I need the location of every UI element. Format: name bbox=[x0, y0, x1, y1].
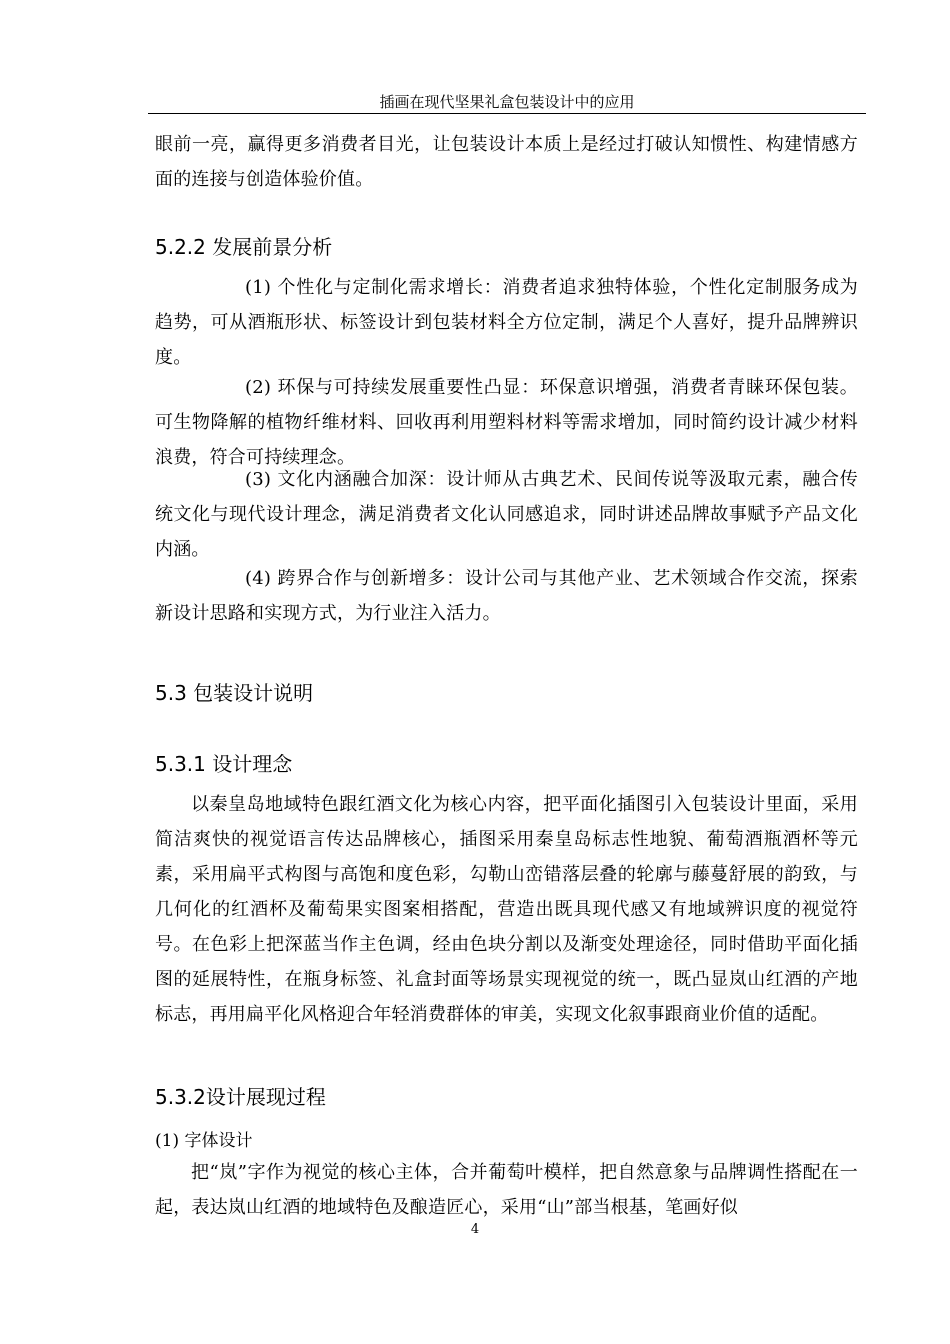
section-5-2-2-heading: 5.2.2 发展前景分析 bbox=[155, 235, 333, 259]
design-concept-paragraph: 以秦皇岛地域特色跟红酒文化为核心内容，把平面化插图引入包装设计里面，采用简洁爽快的视觉语言传达品牌核心，插图采用秦皇岛标志性地貌、葡萄酒瓶酒杯等元素，采用扁平式构图与高饱和度色彩，勾勒山峦错落层叠的轮廓与藤蔓舒展的韵致，与几何化的红酒杯及葡萄果实图案相搭配，营造出既具现代感又有地域辨识度的视觉符号。在色彩上把深蓝当作主色调，经由色块分割以及渐变处理途径，同时借助平面化插图的延展特性，在瓶身标签、礼盒封面等场景实现视觉的统一，既凸显岚山红酒的产地标志，再用扁平化风格迎合年轻消费群体的审美，实现文化叙事跟商业价值的适配。 bbox=[155, 794, 858, 1025]
section-5-3-1-heading: 5.3.1 设计理念 bbox=[155, 752, 293, 776]
subsection-font-design: (1) 字体设计 bbox=[155, 1131, 253, 1151]
page-number: 4 bbox=[470, 1222, 480, 1237]
font-design-paragraph: 把“岚”字作为视觉的核心主体，合并葡萄叶模样，把自然意象与品牌调性搭配在一起，表达岚山红酒的地域特色及酿造匠心，采用“山”部当根基，笔画好似 bbox=[155, 1162, 858, 1218]
header-divider bbox=[148, 113, 866, 114]
list-item: (2) 环保与可持续发展重要性凸显：环保意识增强，消费者青睐环保包装。可生物降解的植物纤维材料、回收再利用塑料材料等需求增加，同时简约设计减少材料浪费，符合可持续理念。 bbox=[155, 377, 858, 468]
list-item: (1) 个性化与定制化需求增长：消费者追求独特体验，个性化定制服务成为趋势，可从酒瓶形状、标签设计到包装材料全方位定制，满足个人喜好，提升品牌辨识度。 bbox=[155, 277, 858, 368]
list-item: (3) 文化内涵融合加深：设计师从古典艺术、民间传说等汲取元素，融合传统文化与现代设计理念，满足消费者文化认同感追求，同时讲述品牌故事赋予产品文化内涵。 bbox=[155, 469, 858, 560]
section-5-3-heading: 5.3 包装设计说明 bbox=[155, 681, 314, 705]
intro-paragraph: 眼前一亮，赢得更多消费者目光，让包装设计本质上是经过打破认知惯性、构建情感方面的连接与创造体验价值。 bbox=[155, 134, 858, 190]
running-header: 插画在现代坚果礼盒包装设计中的应用 bbox=[379, 93, 635, 111]
section-5-3-2-heading: 5.3.2设计展现过程 bbox=[155, 1085, 326, 1109]
list-item: (4) 跨界合作与创新增多：设计公司与其他产业、艺术领域合作交流，探索新设计思路和实现方式，为行业注入活力。 bbox=[155, 568, 858, 624]
